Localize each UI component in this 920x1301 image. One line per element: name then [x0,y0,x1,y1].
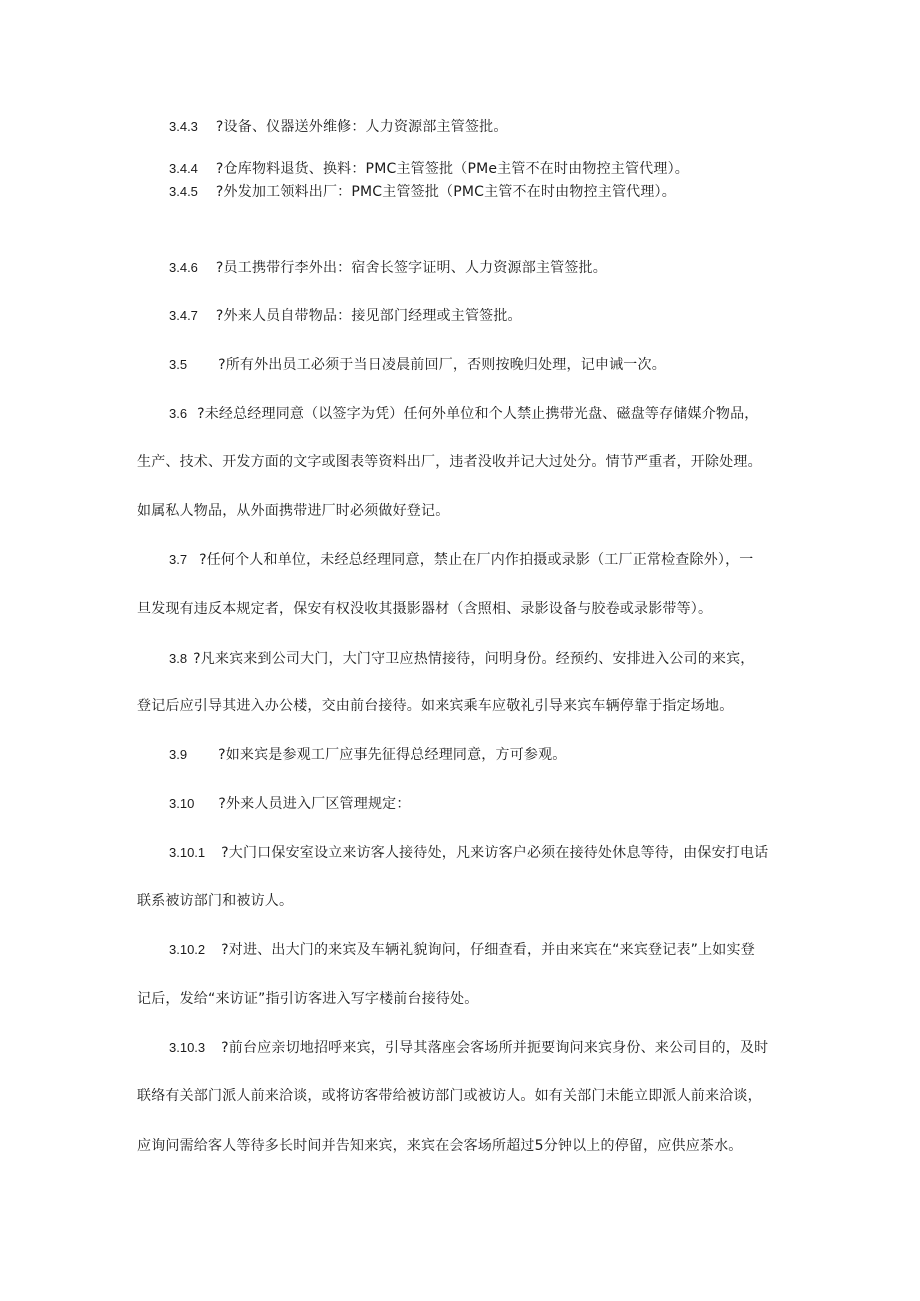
clause-text: ?外来人员进入厂区管理规定： [218,796,411,812]
paragraph-3-10-2-line-2: 记后，发给“来访证”指引访客进入写字楼前台接待处。 [137,991,479,1007]
clause-text: ?未经总经理同意（以签字为凭）任何外单位和个人禁止携带光盘、磁盘等存储媒介物品， [197,406,759,422]
clause-number: 3.8 [169,651,188,666]
clause-number: 3.4.5 [169,184,198,199]
paragraph-3-8-line-1 [169,650,755,668]
clause-text: ?对进、出大门的来宾及车辆礼貌询问，仔细查看，并由来宾在“来宾登记表”上如实登 [221,942,755,958]
clause-number: 3.10.1 [169,845,206,860]
clause-text: ?任何个人和单位，未经总经理同意，禁止在厂内作拍摄或录影（工厂正常检查除外），一 [199,552,754,568]
paragraph-3-9 [169,746,567,764]
paragraph-3-7-line-2: 旦发现有违反本规定者，保安有权没收其摄影器材（含照相、录影设备与胶卷或录影带等）。 [137,601,713,617]
clause-number: 3.4.3 [169,119,198,134]
paragraph-3-4-5 [169,183,676,201]
paragraph-3-10-2-line-1 [169,941,755,959]
paragraph-3-6-line-2: 生产、技术、开发方面的文字或图表等资料出厂，违者没收并记大过处分。情节严重者，开除处理。 [137,454,762,470]
clause-number: 3.4.4 [169,161,198,176]
clause-number: 3.10 [169,796,195,811]
paragraph-3-8-line-2: 登记后应引导其进入办公楼，交由前台接待。如来宾乘车应敬礼引导来宾车辆停靠于指定场地。 [137,698,734,714]
clause-number: 3.5 [169,357,188,372]
clause-text: ?大门口保安室设立来访客人接待处，凡来访客户必须在接待处休息等待，由保安打电话 [221,845,769,861]
clause-text: ?前台应亲切地招呼来宾，引导其落座会客场所并扼要询问来宾身份、来公司目的，及时 [221,1040,769,1056]
paragraph-3-10-3-line-1 [169,1039,768,1057]
clause-text: ?凡来宾来到公司大门，大门守卫应热情接待，问明身份。经预约、安排进入公司的来宾， [193,651,755,667]
clause-number: 3.10.3 [169,1040,206,1055]
paragraph-3-7-line-1 [169,551,754,569]
paragraph-3-6-line-1 [169,405,759,423]
clause-text: ?外来人员自带物品：接见部门经理或主管签批。 [215,308,522,324]
paragraph-3-4-3 [169,118,508,136]
paragraph-3-10 [169,795,411,813]
clause-text: ?外发加工领料出厂：PMC主管签批（PMC主管不在时由物控主管代理）。 [215,184,676,200]
paragraph-3-4-4 [169,160,689,178]
paragraph-3-4-7 [169,307,522,325]
clause-text: ?如来宾是参观工厂应事先征得总经理同意，方可参观。 [218,747,567,763]
clause-text: ?员工携带行李外出：宿舍长签字证明、人力资源部主管签批。 [215,260,607,276]
clause-number: 3.4.7 [169,308,198,323]
clause-text: ?所有外出员工必须于当日凌晨前回厂，否则按晚归处理，记申诫一次。 [218,357,666,373]
paragraph-3-10-1-line-1 [169,844,768,862]
paragraph-3-5 [169,356,666,374]
clause-text: ?仓库物料退货、换料：PMC主管签批（PMe主管不在时由物控主管代理）。 [215,161,689,177]
clause-number: 3.4.6 [169,260,198,275]
paragraph-3-10-1-line-2: 联系被访部门和被访人。 [137,893,294,909]
clause-text: ?设备、仪器送外维修：人力资源部主管签批。 [215,119,508,135]
clause-number: 3.9 [169,747,188,762]
clause-number: 3.7 [169,552,188,567]
paragraph-3-10-3-line-2: 联络有关部门派人前来洽谈，或将访客带给被访部门或被访人。如有关部门未能立即派人前来洽谈， [137,1088,762,1104]
paragraph-3-10-3-line-3: 应询问需给客人等待多长时间并告知来宾，来宾在会客场所超过5分钟以上的停留，应供应茶水。 [137,1138,743,1154]
paragraph-3-6-line-3: 如属私人物品，从外面携带进厂时必须做好登记。 [137,503,450,519]
clause-number: 3.10.2 [169,942,206,957]
paragraph-3-4-6 [169,259,607,277]
clause-number: 3.6 [169,406,188,421]
